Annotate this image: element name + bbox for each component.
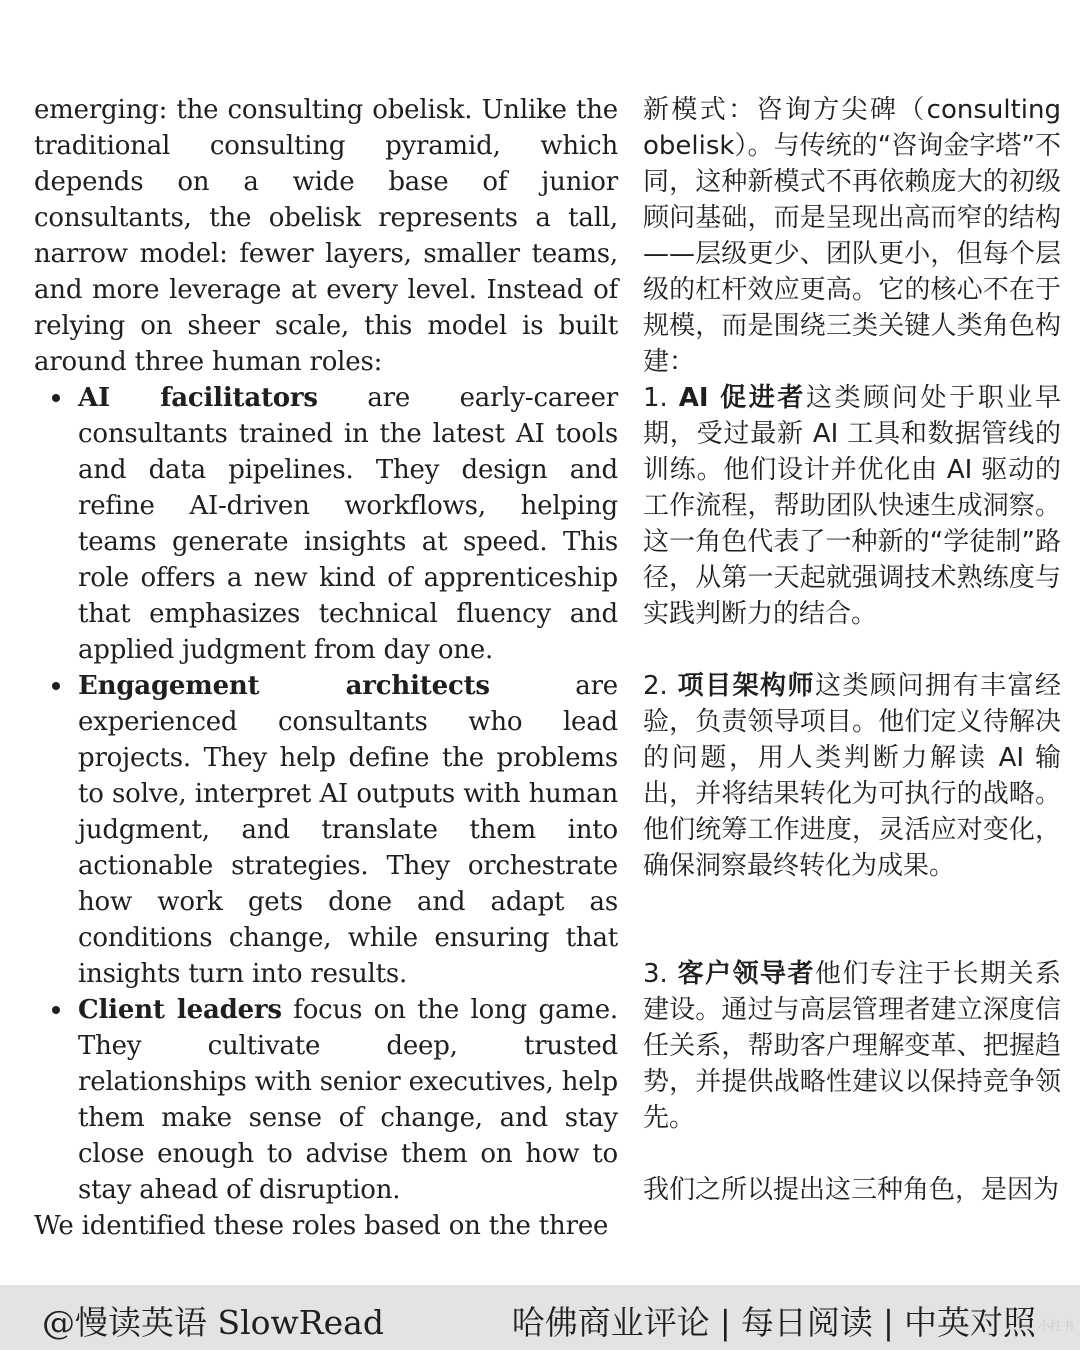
account-handle[interactable]: @慢读英语 SlowRead [42,1303,384,1342]
role-title: Client leaders [78,995,282,1025]
chinese-column [643,92,1061,1208]
role-title: Engagement architects [78,671,490,701]
english-role-client-leaders [78,992,618,1208]
tag-separator: | [719,1303,731,1342]
english-column [34,92,618,1244]
role-number: 2. [643,671,678,701]
tag-bilingual: 中英对照 [904,1303,1036,1342]
footer-tags [512,1297,1036,1344]
english-role-engagement-architects [78,668,618,992]
role-number: 1. [643,383,679,413]
role-title: AI 促进者 [678,383,807,413]
footer-bar [0,1285,1080,1350]
spacer [643,632,1061,668]
tag-daily-reading: 每日阅读 [740,1303,873,1342]
english-role-list [34,380,618,1208]
role-description: 这类顾问拥有丰富经验，负责领导项目。他们定义待解决的问题，用人类判断力解读 AI 输出，并将结果转化为可执行的战略。他们统筹工作进度，灵活应对变化，确保洞察最终转化为成果。 [643,671,1061,881]
english-intro: emerging: the consulting obelisk. Unlike the traditional consulting pyramid, which depends on a wide base of junior consultants, the obelisk represents a tall, narrow model: fewer layers, smaller teams, and more leverage at every level. Instead of relying on sheer scale, this model is built around three human roles: [34,95,618,377]
role-description: are early-career consultants trained in the latest AI tools and data pipelines. They design and refine AI-driven workflows, helping teams generate insights at speed. This role offers a new kind of apprenticeship that emphasizes technical fluency and applied judgment from day one. [78,383,618,665]
chinese-role-3 [643,956,1061,1136]
spacer [643,1136,1061,1172]
tag-source: 哈佛商业评论 [511,1303,710,1342]
chinese-intro: 新模式：咨询方尖碑（consulting obelisk）。与传统的“咨询金字塔”不同，这种新模式不再依赖庞大的初级顾问基础，而是呈现出高而窄的结构——层级更少、团队更小，但每个层级的杠杆效应更高。它的核心不在于规模，而是围绕三类关键人类角色构建： [643,95,1061,377]
role-number: 3. [643,959,678,989]
spacer [643,884,1061,956]
role-description: 这类顾问处于职业早期，受过最新 AI 工具和数据管线的训练。他们设计并优化由 AI 驱动的工作流程，帮助团队快速生成洞察。这一角色代表了一种新的“学徒制”路径，从第一天起就强调技术熟练度与实践判断力的结合。 [643,383,1061,629]
chinese-closing: 我们之所以提出这三种角色，是因为 [643,1175,1060,1205]
tag-separator: | [882,1303,894,1342]
role-description: focus on the long game. They cultivate deep, trusted relationships with senior executives, help them make sense of change, and stay close enough to advise them on how to stay ahead of disruption. [78,995,618,1205]
chinese-role-2 [643,668,1061,884]
english-closing: We identified these roles based on the three [34,1211,609,1241]
watermark-logo: 小红书 [1037,1319,1074,1333]
english-role-ai-facilitators [78,380,618,668]
role-description: 他们专注于长期关系建设。通过与高层管理者建立深度信任关系，帮助客户理解变革、把握趋势，并提供战略性建议以保持竞争领先。 [643,959,1061,1133]
role-title: AI facilitators [78,383,318,413]
role-title: 项目架构师 [677,671,816,701]
role-description: are experienced consultants who lead projects. They help define the problems to solve, interpret AI outputs with human judgment, and translate them into actionable strategies. They orchestrate how work gets done and adapt as conditions change, while ensuring that insights turn into results. [78,671,618,989]
role-title: 客户领导者 [677,959,816,989]
chinese-role-1 [643,380,1061,632]
